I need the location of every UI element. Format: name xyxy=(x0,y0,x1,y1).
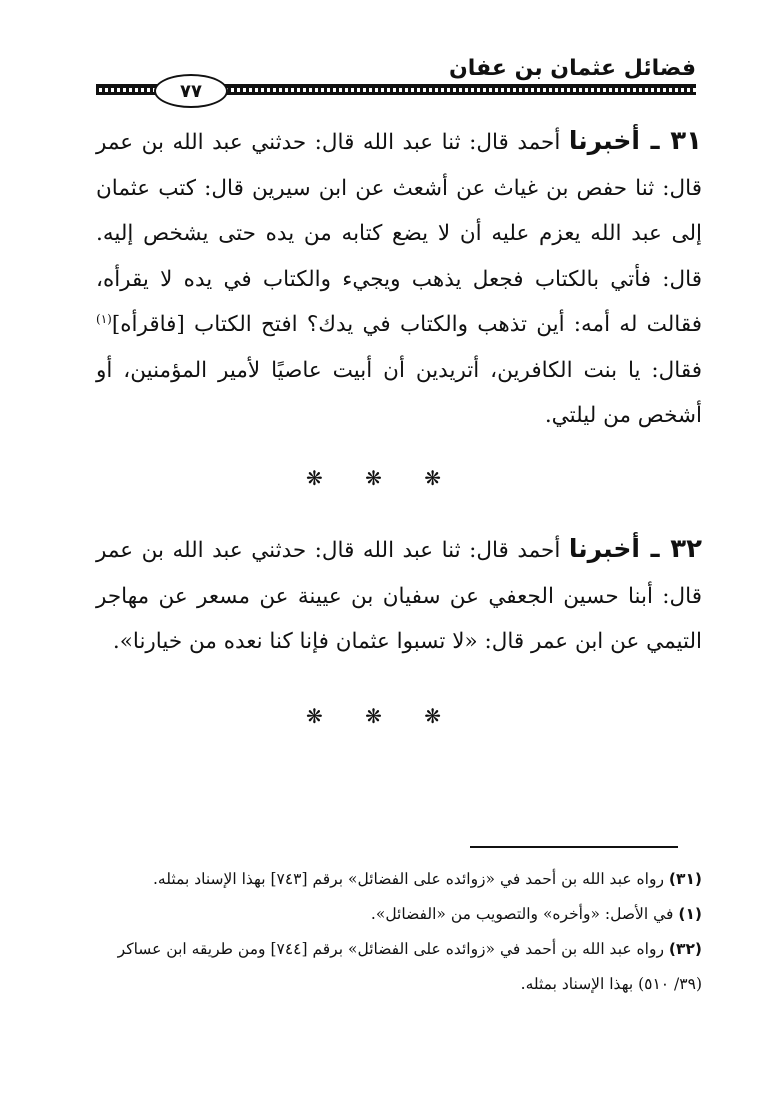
footnote-text: رواه عبد الله بن أحمد في «زوائده على الفضائل» برقم [٧٤٤] ومن طريقه ابن عساكر (٣٩/ ٥١٠) بهذا الإسناد بمثله. xyxy=(117,940,702,993)
hadith-lead-word: أخبرنا xyxy=(568,126,640,155)
footnote-ref: (١) xyxy=(96,311,112,326)
footnote-32 xyxy=(96,932,702,1002)
footnote-number: (٣١) xyxy=(668,870,702,888)
hadith-dash: ـ xyxy=(639,534,671,564)
footnote-text: رواه عبد الله بن أحمد في «زوائده على الفضائل» برقم [٧٤٣] بهذا الإسناد بمثله. xyxy=(153,870,669,888)
footnote-text: في الأصل: «وأخره» والتصويب من «الفضائل». xyxy=(370,905,679,923)
hadith-32 xyxy=(96,526,702,665)
hadith-lead-word: أخبرنا xyxy=(568,534,640,563)
footnote-divider xyxy=(470,846,678,848)
running-title: فضائل عثمان بن عفان xyxy=(449,56,696,81)
footnote-number: (١) xyxy=(678,905,702,923)
hadith-number: ٣١ xyxy=(670,126,702,156)
footnotes xyxy=(96,862,702,1002)
section-separator: ❋ ❋ ❋ xyxy=(306,704,459,728)
footnote-31 xyxy=(96,862,702,897)
hadith-text: أحمد قال: ثنا عبد الله قال: حدثني عبد الله بن عمر قال: ثنا حفص بن غياث عن أشعث عن ابن سيرين قال: كتب عثمان إلى عبد الله يعزم عليه أن لا يضع كتابه من يده حتى يشخص إليه. قال: فأتي بالكتاب فجعل يذهب ويجيء والكتاب في يده لا يقرأه، فقالت له أمه: أين تذهب والكتاب في يدك؟ افتح الكتاب [فاقرأه] xyxy=(96,130,702,337)
section-separator: ❋ ❋ ❋ xyxy=(306,466,459,490)
hadith-31 xyxy=(96,118,702,439)
footnote-1 xyxy=(96,897,702,932)
hadith-text-continued: فقال: يا بنت الكافرين، أتريدين أن أبيت عاصيًا لأمير المؤمنين، أو أشخص من ليلتي. xyxy=(96,357,702,428)
hadith-text: أحمد قال: ثنا عبد الله قال: حدثني عبد الله بن عمر قال: أبنا حسين الجعفي عن سفيان بن عيينة عن مسعر عن مهاجر التيمي عن ابن عمر قال: «لا تسبوا عثمان فإنا كنا نعده من خيارنا». xyxy=(96,538,702,654)
hadith-dash: ـ xyxy=(639,126,671,156)
footnote-number: (٣٢) xyxy=(668,940,702,958)
page-header xyxy=(96,52,696,102)
page-number: ٧٧ xyxy=(154,74,228,108)
hadith-number: ٣٢ xyxy=(670,534,702,564)
